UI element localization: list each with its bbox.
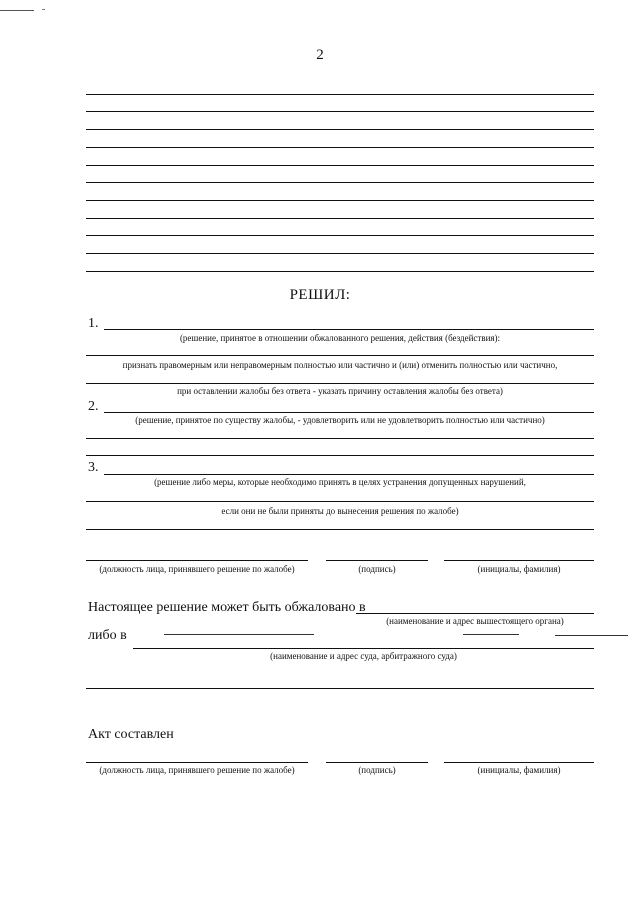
fill-line [86, 455, 594, 456]
item-note: признать правомерным или неправомерным полностью или частично и (или) отменить полностью или частично, [122, 360, 558, 370]
signature-caption: (подпись) [358, 765, 396, 775]
item-number: 2. [88, 399, 99, 414]
decision-heading: РЕШИЛ: [289, 287, 351, 303]
name-caption: (инициалы, фамилия) [477, 564, 561, 574]
item-note: при оставлении жалобы без ответа - указать причину оставления жалобы без ответа) [177, 386, 503, 396]
corner-scan-mark [0, 10, 34, 11]
position-line [86, 762, 308, 763]
signature-line [326, 762, 428, 763]
act-text: Акт составлен [88, 727, 174, 742]
fill-line [86, 688, 594, 689]
item-number: 3. [88, 460, 99, 475]
item-caption: (решение, принятое в отношении обжалованного решения, действия (бездействия): [179, 333, 501, 343]
appeal-text: Настоящее решение может быть обжаловано в [88, 600, 366, 615]
position-caption: (должность лица, принявшего решение по жалобе) [99, 564, 295, 574]
item-caption: (решение, принятое по существу жалобы, - удовлетворить или не удовлетворить полностью или частично) [135, 415, 545, 425]
appeal-body-caption: (наименование и адрес вышестоящего органа) [386, 616, 564, 626]
position-caption: (должность лица, принявшего решение по жалобе) [99, 765, 295, 775]
scan-line-fragment [555, 635, 628, 636]
position-line [86, 560, 308, 561]
item-note: если они не были приняты до вынесения решения по жалобе) [221, 506, 459, 516]
fill-line [86, 529, 594, 530]
scan-line-fragment [164, 634, 314, 635]
fill-line [104, 412, 594, 413]
appeal-or-text: либо в [88, 628, 127, 643]
signature-line [326, 560, 428, 561]
fill-line [86, 501, 594, 502]
scan-line-fragment [463, 634, 519, 635]
name-caption: (инициалы, фамилия) [477, 765, 561, 775]
name-line [444, 560, 594, 561]
appeal-court-caption: (наименование и адрес суда, арбитражного суда) [270, 651, 457, 661]
fill-line [86, 355, 594, 356]
corner-scan-dot [42, 9, 45, 10]
page-number: 2 [316, 47, 324, 63]
name-line [444, 762, 594, 763]
signature-caption: (подпись) [358, 564, 396, 574]
item-number: 1. [88, 316, 99, 331]
fill-line [86, 438, 594, 439]
fill-line [86, 383, 594, 384]
fill-line [133, 648, 594, 649]
item-caption: (решение либо меры, которые необходимо принять в целях устранения допущенных нарушений, [154, 477, 526, 487]
fill-line [356, 613, 594, 614]
fill-line [104, 474, 594, 475]
fill-line [104, 329, 594, 330]
